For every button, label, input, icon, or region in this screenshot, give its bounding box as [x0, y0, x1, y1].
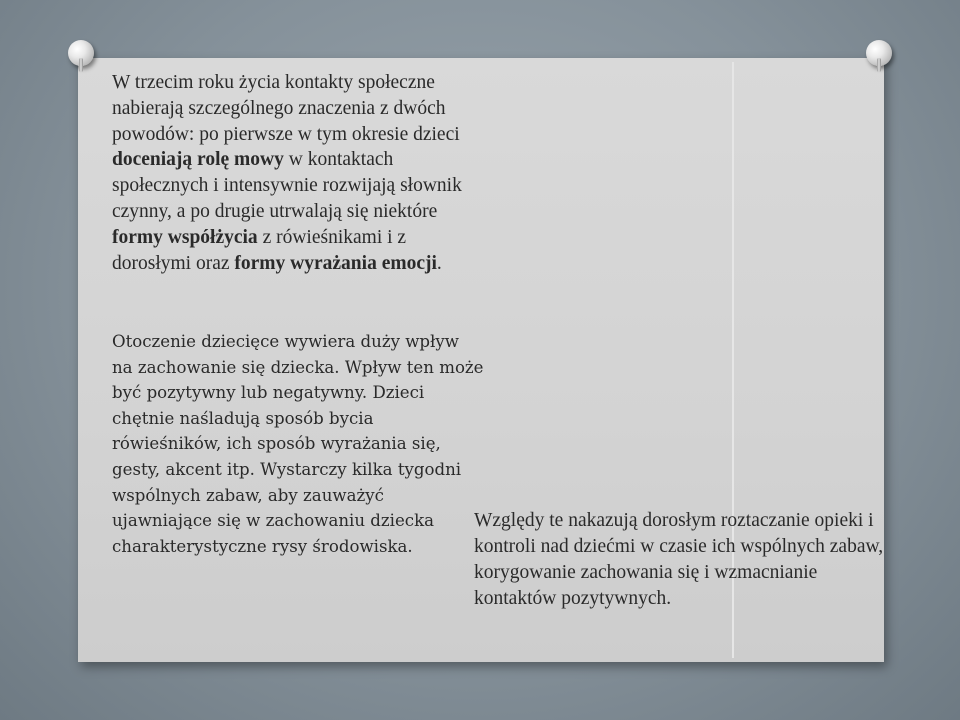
text-run: W trzecim roku życia kontakty społeczne nabierają szczególnego znaczenia z dwóch powodów: po pierwsze w tym okresie dzieci	[112, 72, 460, 145]
paragraph-environment: Otoczenie dziecięce wywiera duży wpływ na zachowanie się dziecka. Wpływ ten może być pozytywny lub negatywny. Dzieci chętnie naśladują sposób bycia rówieśników, ich sposób wyrażania się, gesty, akcent itp. Wystarczy kilka tygodni wspólnych zabaw, aby zauważyć ujawniające się w zachowaniu dziecka charakterystyczne rysy środowiska.	[112, 332, 484, 556]
paragraph-adult-care: Względy te nakazują dorosłym roztaczanie opieki i kontroli nad dziećmi w czasie ich wspólnych zabaw, korygowanie zachowania się i wzmacnianie kontaktów pozytywnych.	[474, 510, 884, 609]
bold-phrase: formy wyrażania emocji	[234, 252, 437, 274]
bold-phrase: formy współżycia	[112, 226, 258, 248]
paragraph-social-contacts	[112, 70, 484, 276]
text-run: z rówieśnikami i z dorosłymi oraz	[112, 226, 407, 274]
text-run: .	[436, 252, 442, 274]
pushpin-icon	[68, 40, 94, 66]
bold-phrase: doceniają rolę mowy	[112, 149, 284, 171]
pushpin-icon	[866, 40, 892, 66]
text-run: w kontaktach społecznych i intensywnie rozwijają słownik czynny, a po drugie utrwalają się niektóre	[112, 149, 462, 222]
